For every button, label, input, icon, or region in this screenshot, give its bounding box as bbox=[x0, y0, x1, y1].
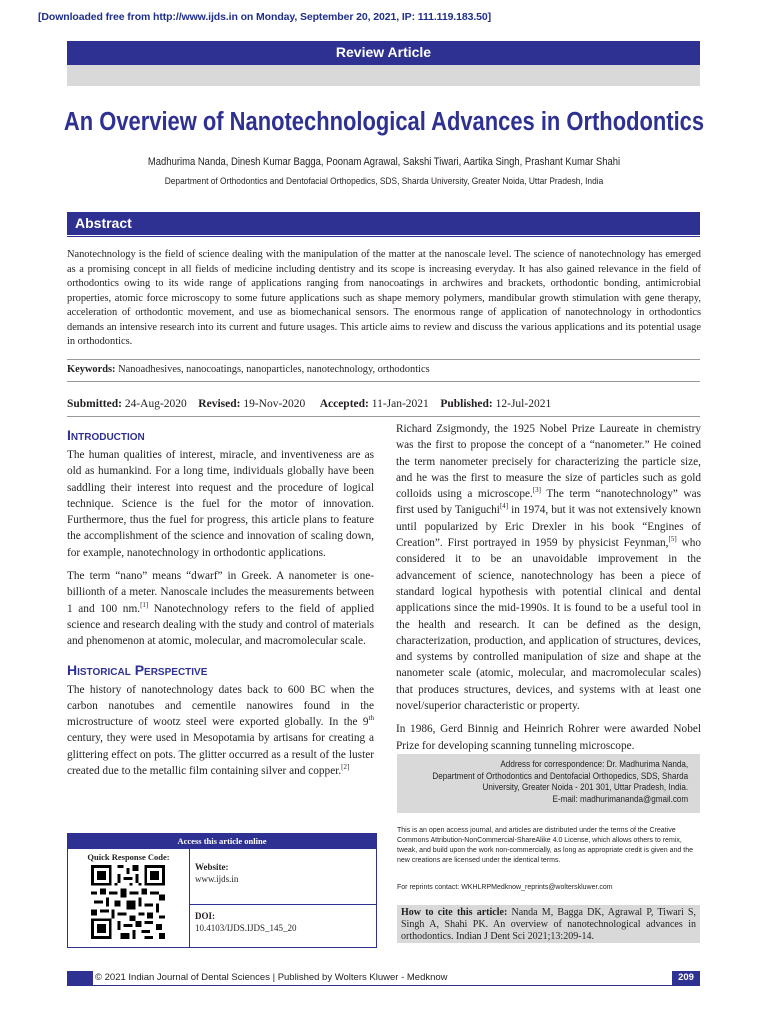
intro-paragraph-1: The human qualities of interest, miracle, and inventiveness are as old as humankind. For a long time, individuals globally have been saddling their interest into request and the procedure of logical technique. Science is the fuel for the motor of innovation. Furthermore, thus the fuel for progress, this article plans to feature the accomplishment of the science and innovation of scaling down, for example, nanotechnology in orthodontic applications. bbox=[67, 449, 374, 559]
how-to-cite-box bbox=[397, 905, 700, 943]
revised-date: 19-Nov-2020 bbox=[240, 398, 306, 410]
revised-label: Revised: bbox=[198, 398, 241, 410]
superscript-th: th bbox=[368, 714, 374, 723]
submitted-label: Submitted: bbox=[67, 398, 122, 410]
article-type-bar bbox=[67, 41, 700, 65]
access-divider bbox=[190, 904, 376, 905]
right-p1-text-d: who considered it to be an unavoidable improvement in the advancement of science, nanotechnology has been a piece of standard logical hypothesis with potential clinical and dental applications since the mid-1990s. It is found to be a useful tool in the health and research. It can be defined as the design, characterization, production, and application of structures, devices, and systems by controlled manipulation of size and shape at the nanometer scale (atomic, molecular, and macromolecular scales) that produces structures, devices, and systems with at least one novel/superior characteristic or property. bbox=[396, 537, 701, 713]
citation-text bbox=[401, 907, 696, 943]
qr-label: Quick Response Code: bbox=[87, 852, 170, 862]
footer-text: © 2021 Indian Journal of Dental Sciences | Published by Wolters Kluwer - Medknow bbox=[95, 972, 448, 983]
citation-ref: [3] bbox=[532, 486, 541, 495]
doi-label: DOI: bbox=[195, 911, 215, 921]
right-p1-text-c: in 1974, but it was not extensively known until popularized by Eric Drexler in his book “Engines of Creation”. First portrayed in 1959 by physicist Feynman, bbox=[396, 504, 702, 550]
header-grey-band bbox=[67, 65, 700, 86]
historical-perspective-heading: Historical Perspective bbox=[67, 661, 208, 678]
right-paragraph-2: In 1986, Gerd Binnig and Heinrich Rohrer were awarded Nobel Prize for developing scanning tunneling microscope. bbox=[396, 723, 701, 752]
published-label: Published: bbox=[440, 398, 493, 410]
abstract-divider bbox=[67, 236, 700, 237]
download-note: [Downloaded free from http://www.ijds.in on Monday, September 20, 2021, IP: 111.119.183.50] bbox=[38, 11, 492, 23]
website-link[interactable]: www.ijds.in bbox=[195, 874, 239, 884]
intro-p2-text-b: Nanotechnology refers to the field of applied science and research dealing with the study and control of materials and phenomenon at atomic, molecular, and macromolecular scale. bbox=[67, 602, 374, 648]
published-date: 12-Jul-2021 bbox=[492, 398, 552, 410]
cite-label: How to cite this article: bbox=[401, 907, 508, 918]
access-heading: Access this article online bbox=[68, 834, 376, 849]
right-paragraph-1 bbox=[396, 421, 701, 714]
introduction-heading: Introduction bbox=[67, 427, 145, 443]
reprints-contact: For reprints contact: WKHLRPMedknow_reprints@wolterskluwer.com bbox=[397, 884, 613, 891]
right-p1-text-a: Richard Zsigmondy, the 1925 Nobel Prize Laureate in chemistry was the first to propose the concept of a “nanometer.” He coined the term nanometer precisely for characterizing the particle size, and he was the first to measure the size of particles such as gold colloids using a microscope. bbox=[396, 423, 701, 501]
accepted-label: Accepted: bbox=[319, 398, 369, 410]
intro-paragraph-2 bbox=[67, 568, 374, 649]
abstract-heading: Abstract bbox=[75, 215, 132, 231]
citation-ref: [4] bbox=[499, 502, 509, 511]
footer bbox=[67, 971, 700, 986]
abstract-text: Nanotechnology is the field of science dealing with the manipulation of the matter at the nanoscale level. The science of nanotechnology has emerged as a promising concept in all fields of medicine including dentistry and its scope is increasing everyday. It has also gained relevance in the field of orthodontics owing to its wide range of applications ranging from nanocoatings in archwires and brackets, orthodontic bonding, antimicrobial properties, atomic force microscopy to some future applications such as shape memory polymers, mandibular growth stimulation with gene therapy, acceleration of orthodontic movement, and use as biomechanical sensors. The enormous range of application of nanotechnology in orthodontics demands an intensive research into its current and future usages. This article aims to review and discuss the various applications and its potential usage in orthodontics. bbox=[67, 249, 701, 347]
affiliation: Department of Orthodontics and Dentofacial Orthopedics, SDS, Sharda University, Greater Noida, Uttar Pradesh, India bbox=[164, 176, 604, 187]
license-text: This is an open access journal, and articles are distributed under the terms of the Creative Commons Attribution-NonCommercial-ShareAlike 4.0 License, which allows others to remix, tweak, and build upon the work non-commercially, as long as appropriate credit is given and the new creations are licensed under the identical terms. bbox=[397, 827, 693, 864]
qr-cell bbox=[68, 849, 190, 947]
keywords-value: Nanoadhesives, nanocoatings, nanoparticles, nanotechnology, orthodontics bbox=[115, 364, 430, 375]
qr-code-icon[interactable] bbox=[91, 865, 165, 939]
history-paragraph-1 bbox=[67, 682, 374, 780]
keywords bbox=[67, 359, 700, 382]
citation-ref: [5] bbox=[668, 535, 677, 544]
dates-divider bbox=[67, 416, 700, 417]
doi-value[interactable]: 10.4103/IJDS.IJDS_145_20 bbox=[195, 923, 297, 933]
author-list: Madhurima Nanda, Dinesh Kumar Bagga, Poonam Agrawal, Sakshi Tiwari, Aartika Singh, Prashant Kumar Shahi bbox=[147, 156, 621, 168]
keywords-label: Keywords: bbox=[67, 364, 116, 375]
article-dates bbox=[67, 398, 551, 410]
correspondence-line: University, Greater Noida - 201 301, Uttar Pradesh, India. bbox=[482, 782, 688, 792]
page-number: 209 bbox=[672, 971, 700, 985]
left-column bbox=[67, 427, 374, 786]
cite-text: Nanda M, Bagga DK, Agrawal P, Tiwari S, Singh A, Shahi PK. An overview of nanotechnological advances in orthodontics. Indian J Dent Sci 2021;13:209-14. bbox=[401, 907, 696, 942]
abstract-bar bbox=[67, 212, 700, 235]
submitted-date: 24-Aug-2020 bbox=[121, 398, 187, 410]
citation-ref: [2] bbox=[341, 763, 350, 772]
article-type: Review Article bbox=[335, 44, 432, 60]
correspondence-line: Address for correspondence: Dr. Madhurima Nanda, bbox=[500, 759, 688, 769]
accepted-date: 11-Jan-2021 bbox=[368, 398, 429, 410]
hist-p1-text-b: century, they were used in Mesopotamia by artisans for creating a glittering effect on pots. The glitter occurred as a result of the luster created due to the metallic film containing silver and copper. bbox=[67, 732, 374, 778]
right-column bbox=[396, 421, 701, 761]
hist-p1-text-a: The history of nanotechnology dates back to 600 BC when the carbon nanotubes and cementile nanowires found in the microstructure of wootz steel were exported globally. In the 9 bbox=[67, 683, 374, 729]
correspondence-line: Department of Orthodontics and Dentofacial Orthopedics, SDS, Sharda bbox=[432, 770, 688, 781]
article-title: An Overview of Nanotechnological Advances in Orthodontics bbox=[63, 108, 705, 136]
correspondence-email: E-mail: madhurimananda@gmail.com bbox=[552, 793, 688, 804]
intro-p2-text-a: The term “nano” means “dwarf” in Greek. A nanometer is one-billionth of a meter. Nanoscale includes the measurements between 1 and 100 nm. bbox=[67, 570, 374, 615]
footer-left-block bbox=[67, 971, 93, 985]
citation-ref: [1] bbox=[140, 600, 149, 609]
access-article-box bbox=[67, 833, 377, 948]
website-label: Website: bbox=[195, 862, 229, 872]
correspondence-text bbox=[432, 759, 688, 805]
correspondence-box bbox=[397, 754, 700, 813]
right-p1-text-b: The term “nanotechnology” was first used by Taniguchi bbox=[396, 488, 701, 517]
